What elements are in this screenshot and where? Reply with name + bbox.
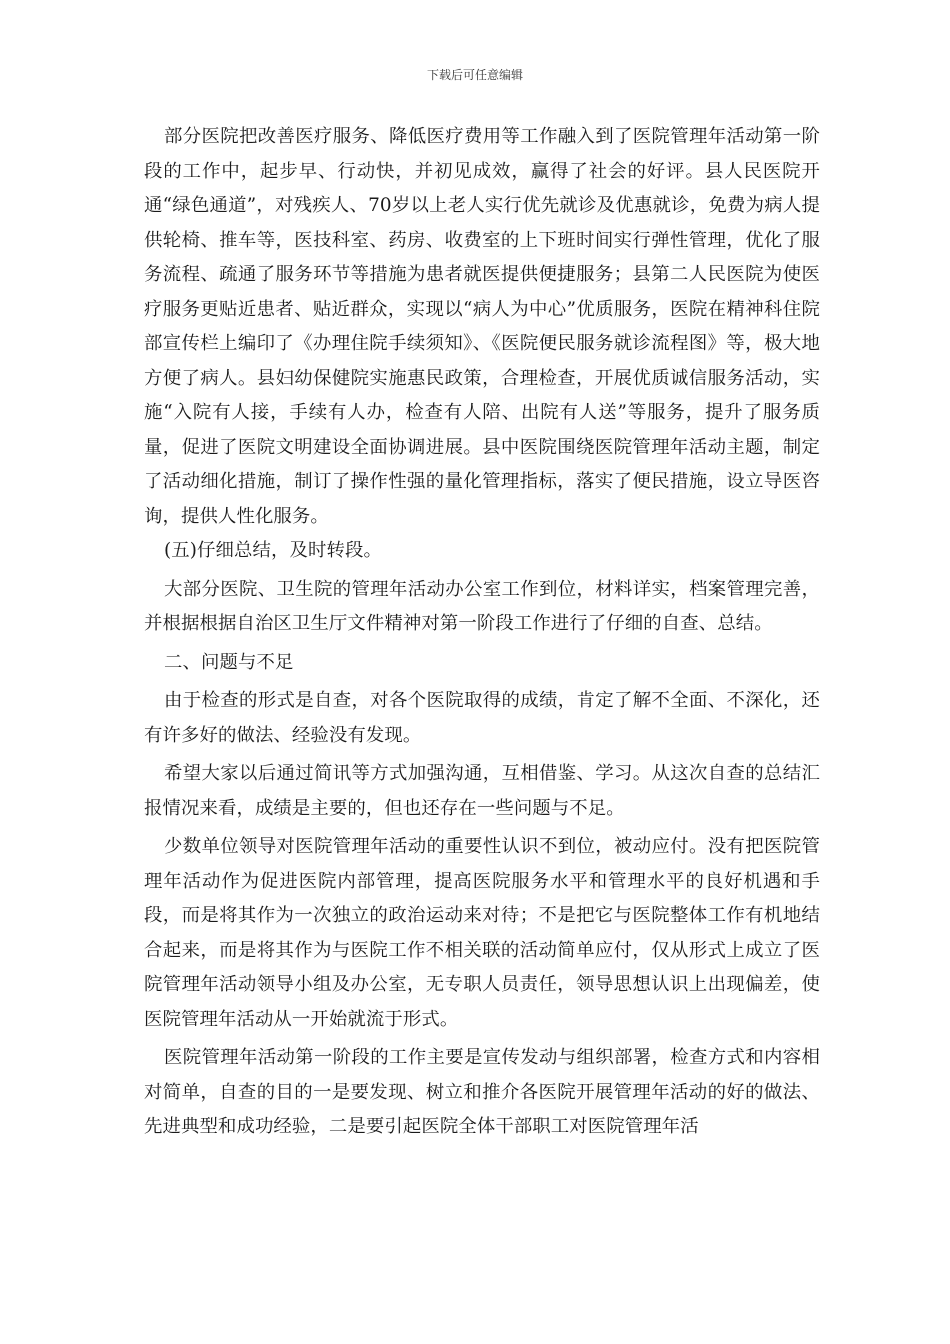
document-body	[144, 120, 820, 1145]
page-header: 下载后可任意编辑	[426, 68, 523, 82]
paragraph-summary: 大部分医院、卫生院的管理年活动办公室工作到位，材料详实，档案管理完善，并根据根据自治区卫生厅文件精神对第一阶段工作进行了仔细的自查、总结。	[144, 578, 820, 634]
section-heading-problems: 二、问题与不足	[164, 651, 294, 673]
paragraph-leadership-issues: 少数单位领导对医院管理年活动的重要性认识不到位，被动应付。没有把医院管理年活动作为促进医院内部管理，提高医院服务水平和管理水平的良好机遇和手段，而是将其作为一次独立的政治运动来对待；不是把它与医院整体工作有机地结合起来，而是将其作为与医院工作不相关联的活动简单应付，仅从形式上成立了医院管理年活动领导小组及办公室，无专职人员责任，领导思想认识上出现偏差，使医院管理年活动从一开始就流于形式。	[144, 836, 820, 1030]
section-heading-summary: (五)仔细总结，及时转段。	[164, 540, 382, 561]
paragraph-communication: 希望大家以后通过简讯等方式加强沟通，互相借鉴、学习。从这次自查的总结汇报情况来看，成绩是主要的，但也还存在一些问题与不足。	[144, 763, 820, 819]
paragraph-self-check: 由于检查的形式是自查，对各个医院取得的成绩，肯定了解不全面、不深化，还有许多好的做法、经验没有发现。	[144, 690, 820, 746]
paragraph-first-stage: 医院管理年活动第一阶段的工作主要是宣传发动与组织部署，检查方式和内容相对简单，自查的目的一是要发现、树立和推介各医院开展管理年活动的好的做法、先进典型和成功经验，二是要引起医院全体干部职工对医院管理年活	[144, 1047, 820, 1137]
paragraph-hospital-services: 部分医院把改善医疗服务、降低医疗费用等工作融入到了医院管理年活动第一阶段的工作中，起步早、行动快，并初见成效，赢得了社会的好评。县人民医院开通“绿色通道”，对残疾人、70岁以上老人实行优先就诊及优惠就诊，免费为病人提供轮椅、推车等，医技科室、药房、收费室的上下班时间实行弹性管理，优化了服务流程、疏通了服务环节等措施为患者就医提供便捷服务；县第二人民医院为使医疗服务更贴近患者、贴近群众，实现以“病人为中心”优质服务，医院在精神科住院部宣传栏上编印了《办理住院手续须知》、《医院便民服务就诊流程图》等，极大地方便了病人。县妇幼保健院实施惠民政策，合理检查，开展优质诚信服务活动，实施“入院有人接，手续有人办，检查有人陪、出院有人送”等服务，提升了服务质量，促进了医院文明建设全面协调进展。县中医院围绕医院管理年活动主题，制定了活动细化措施，制订了操作性强的量化管理指标，落实了便民措施，设立导医咨询，提供人性化服务。	[144, 126, 820, 527]
